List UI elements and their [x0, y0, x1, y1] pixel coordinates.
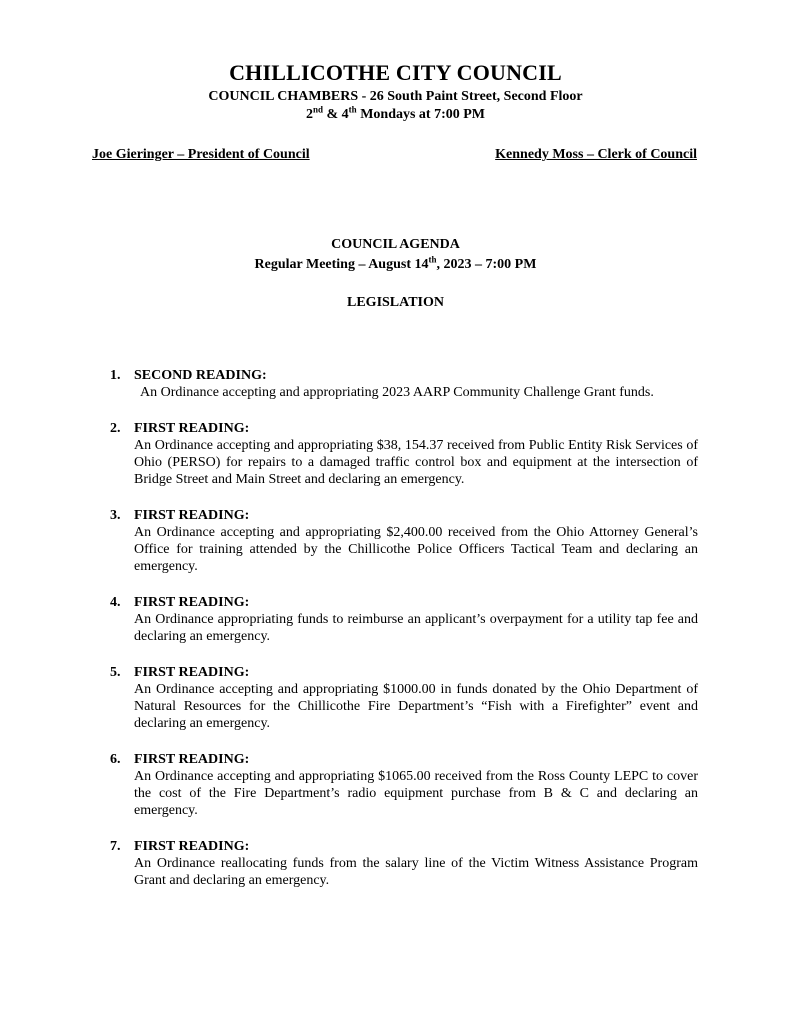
meeting-schedule: [0, 104, 791, 123]
council-president: Joe Gieringer – President of Council: [92, 147, 310, 162]
item-heading: FIRST READING:: [134, 665, 250, 680]
item-text: An Ordinance accepting and appropriating $38, 154.37 received from Public Entity Risk Services of Ohio (PERSO) for repairs to a damaged traffic control box and equipment at the intersection of Bridge Street and Main Street and declaring an emergency.: [134, 438, 698, 487]
item-text: An Ordinance accepting and appropriating $1065.00 received from the Ross County LEPC to cover the cost of the Fire Department’s radio equipment purchase from B & C and declaring an emergency.: [134, 769, 698, 818]
meeting-info: [0, 254, 791, 273]
agenda-item: [110, 420, 698, 488]
item-text: An Ordinance accepting and appropriating $2,400.00 received from the Ohio Attorney General’s Office for training attended by the Chillicothe Police Officers Tactical Team and declaring an emergency.: [134, 525, 698, 574]
council-clerk: Kennedy Moss – Clerk of Council: [495, 147, 697, 162]
agenda-item: [110, 507, 698, 575]
schedule-part-a: 2: [305, 107, 313, 122]
council-title: CHILLICOTHE CITY COUNCIL: [229, 60, 562, 85]
agenda-item: [110, 664, 698, 732]
item-number: 2.: [110, 421, 121, 436]
schedule-part-b: & 4: [323, 107, 349, 122]
meeting-part-a: Regular Meeting – August 14: [254, 257, 429, 272]
item-number: 4.: [110, 595, 121, 610]
legislation-heading: LEGISLATION: [347, 295, 444, 310]
meeting-part-b: , 2023 – 7:00 PM: [436, 257, 537, 272]
item-number: 7.: [110, 839, 121, 854]
chambers-address: COUNCIL CHAMBERS - 26 South Paint Street, Second Floor: [208, 89, 583, 104]
agenda-item: [110, 838, 698, 889]
schedule-sup-b: th: [348, 104, 357, 115]
item-text: An Ordinance appropriating funds to reimburse an applicant’s overpayment for a utility tap fee and declaring an emergency.: [134, 612, 698, 644]
agenda-item: [110, 367, 698, 401]
item-number: 1.: [110, 368, 121, 383]
item-heading: FIRST READING:: [134, 752, 250, 767]
item-heading: FIRST READING:: [134, 421, 250, 436]
item-heading: FIRST READING:: [134, 595, 250, 610]
meeting-sup: th: [428, 254, 437, 265]
agenda-title: COUNCIL AGENDA: [331, 237, 460, 252]
item-heading: SECOND READING:: [134, 368, 267, 383]
schedule-part-c: Mondays at 7:00 PM: [356, 107, 486, 122]
item-heading: FIRST READING:: [134, 839, 250, 854]
item-heading: FIRST READING:: [134, 508, 250, 523]
schedule-sup-a: nd: [312, 104, 323, 115]
agenda-item: [110, 751, 698, 819]
item-number: 6.: [110, 752, 121, 767]
agenda-items: [110, 367, 698, 908]
item-text: An Ordinance accepting and appropriating $1000.00 in funds donated by the Ohio Department of Natural Resources for the Chillicothe Fire Department’s “Fish with a Firefighter” event and declaring an emergency.: [134, 682, 698, 731]
item-text: An Ordinance reallocating funds from the salary line of the Victim Witness Assistance Program Grant and declaring an emergency.: [134, 856, 698, 888]
item-number: 3.: [110, 508, 121, 523]
agenda-item: [110, 594, 698, 645]
item-number: 5.: [110, 665, 121, 680]
item-text: An Ordinance accepting and appropriating 2023 AARP Community Challenge Grant funds.: [140, 385, 654, 400]
